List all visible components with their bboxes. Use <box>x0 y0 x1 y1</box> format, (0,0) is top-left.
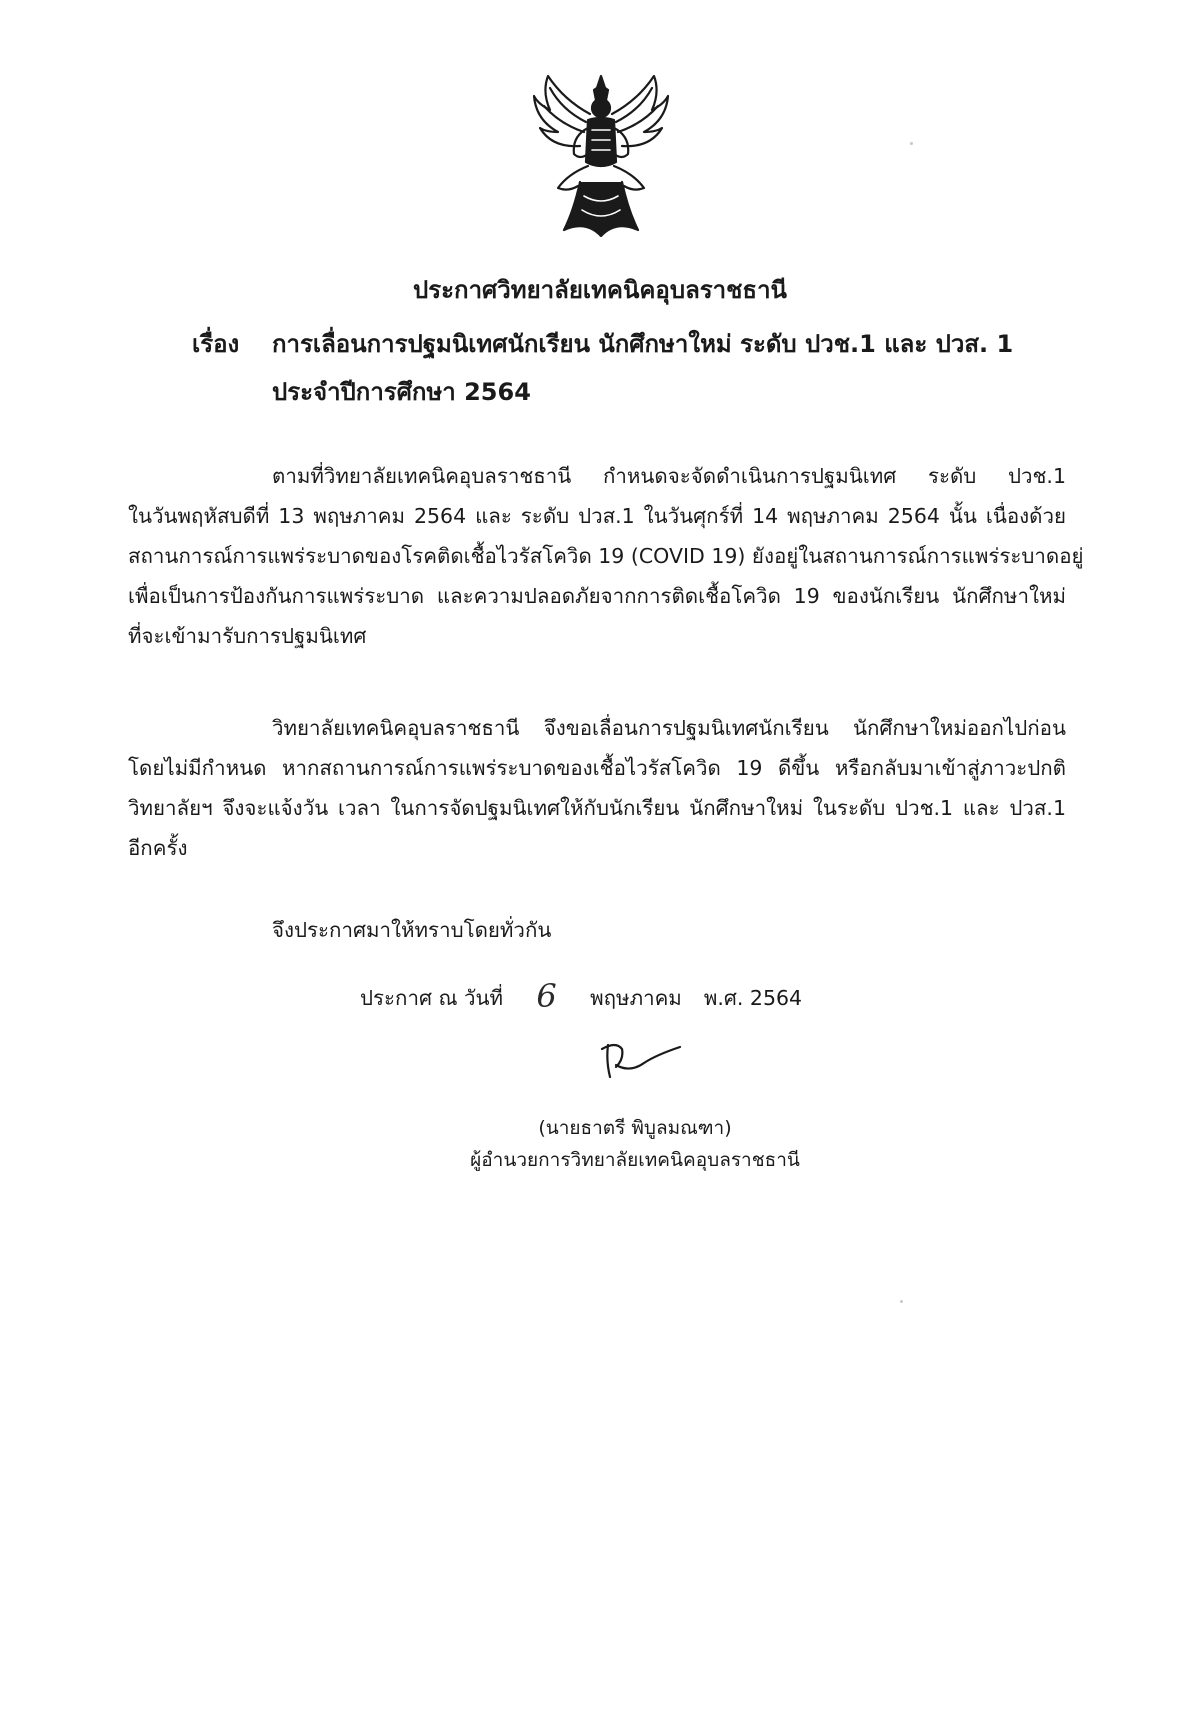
closing-statement: จึงประกาศมาให้ทราบโดยทั่วกัน <box>272 918 552 942</box>
paragraph-line: ในวันพฤหัสบดีที่ 13 พฤษภาคม 2564 และ ระดับ ปวส.1 ในวันศุกร์ที่ 14 พฤษภาคม 2564 นั้น เนื่องด้วย <box>128 504 1066 528</box>
announcement-date <box>360 972 802 1020</box>
body-paragraph-2 <box>128 708 1066 868</box>
paragraph-line: เพื่อเป็นการป้องกันการแพร่ระบาด และความปลอดภัยจากการติดเชื้อโควิด 19 ของนักเรียน นักศึกษาใหม่ <box>128 584 1066 608</box>
scan-speck <box>910 142 913 145</box>
paragraph-line: วิทยาลัยเทคนิคอุบลราชธานี จึงขอเลื่อนการปฐมนิเทศนักเรียน นักศึกษาใหม่ออกไปก่อน <box>272 716 1066 740</box>
date-prefix: ประกาศ ณ วันที่ <box>360 986 504 1010</box>
subject-line: การเลื่อนการปฐมนิเทศนักเรียน นักศึกษาใหม่ ระดับ ปวช.1 และ ปวส. 1 <box>272 330 1014 358</box>
date-day-handwritten: 6 <box>536 977 557 1015</box>
date-month: พฤษภาคม <box>590 986 682 1010</box>
paragraph-line: โดยไม่มีกำหนด หากสถานการณ์การแพร่ระบาดของเชื้อไวรัสโควิด 19 ดีขึ้น หรือกลับมาเข้าสู่ภาวะปกติ <box>128 756 1066 780</box>
signer-position: ผู้อำนวยการวิทยาลัยเทคนิคอุบลราชธานี <box>470 1149 800 1171</box>
body-paragraph-1 <box>128 456 1084 656</box>
paragraph-line: ที่จะเข้ามารับการปฐมนิเทศ <box>128 624 367 648</box>
signature-icon <box>596 1035 686 1085</box>
garuda-emblem-icon <box>528 70 674 240</box>
signer-block <box>470 1112 800 1176</box>
date-era: พ.ศ. <box>703 986 744 1010</box>
subject-label: เรื่อง <box>192 330 240 358</box>
signer-name: (นายธาตรี พิบูลมณฑา) <box>538 1117 732 1139</box>
date-year: 2564 <box>749 986 803 1010</box>
paragraph-line: สถานการณ์การแพร่ระบาดของโรคติดเชื้อไวรัสโควิด 19 (COVID 19) ยังอยู่ในสถานการณ์การแพร่ระบาดอยู่ <box>128 544 1084 568</box>
announcement-heading: ประกาศวิทยาลัยเทคนิคอุบลราชธานี <box>413 276 787 304</box>
subject-line: ประจำปีการศึกษา 2564 <box>272 378 531 406</box>
scan-speck <box>900 1300 903 1303</box>
subject-text <box>272 320 1032 416</box>
paragraph-line: ตามที่วิทยาลัยเทคนิคอุบลราชธานี กำหนดจะจัดดำเนินการปฐมนิเทศ ระดับ ปวช.1 <box>272 464 1066 488</box>
paragraph-line: วิทยาลัยฯ จึงจะแจ้งวัน เวลา ในการจัดปฐมนิเทศให้กับนักเรียน นักศึกษาใหม่ ในระดับ ปวช.1 และ ปวส.1 <box>128 796 1066 820</box>
paragraph-line: อีกครั้ง <box>128 836 188 860</box>
